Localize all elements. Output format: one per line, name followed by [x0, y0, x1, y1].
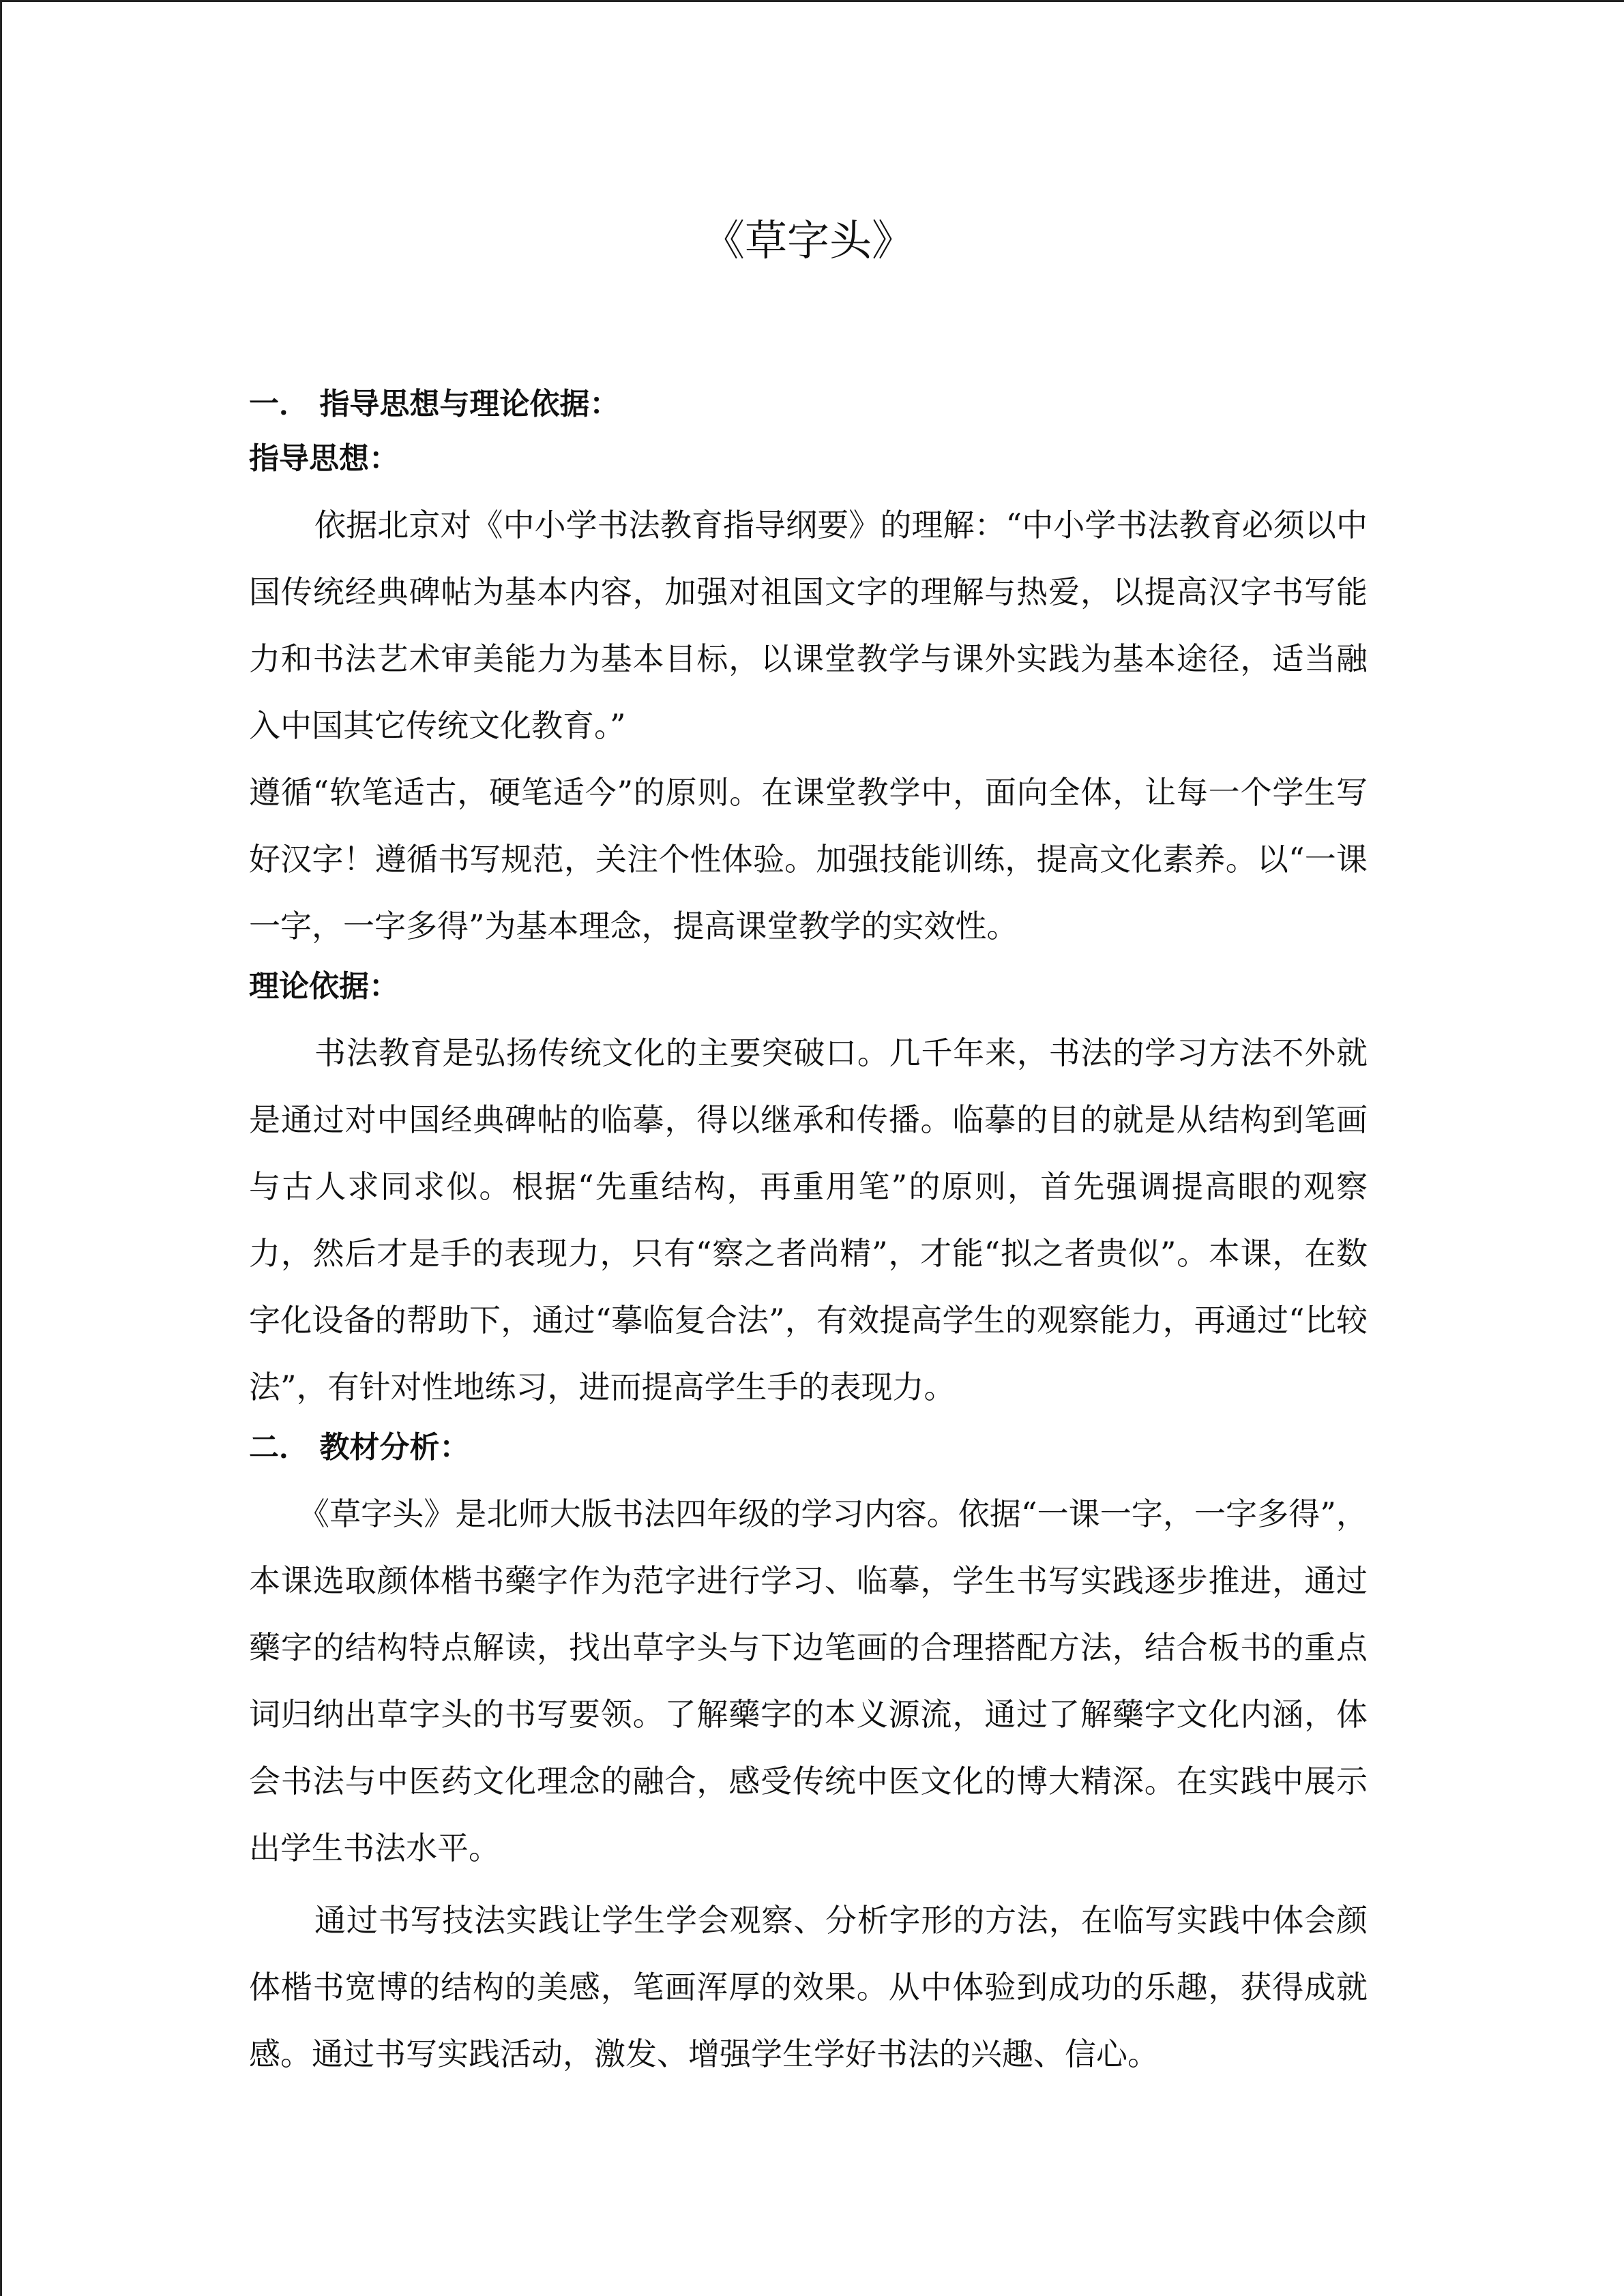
section-heading-guiding-theory: 一． 指导思想与理论依据：	[249, 387, 620, 421]
section-heading-material-analysis: 二． 教材分析：	[249, 1430, 470, 1465]
subheading-theoretical-basis: 理论依据：	[249, 969, 399, 1004]
paragraph-material-analysis-1: 《草字头》是北师大版书法四年级的学习内容。依据“一课一字，一字多得”，本课选取颜体楷书藥字作为范字进行学习、临摹，学生书写实践逐步推进，通过藥字的结构特点解读，找出草字头与下边笔画的合理搭配方法，结合板书的重点词归纳出草字头的书写要领。了解藥字的本义源流，通过了解藥字文化内涵，体会书法与中医药文化理念的融合，感受传统中医文化的博大精深。在实践中展示出学生书法水平。	[249, 1495, 1368, 1866]
paragraph-guiding-thought-2: 遵循“软笔适古，硬笔适今”的原则。在课堂教学中，面向全体，让每一个学生写好汉字！遵循书写规范，关注个性体验。加强技能训练，提高文化素养。以“一课一字，一字多得”为基本理念，提高课堂教学的实效性。	[249, 774, 1368, 944]
paragraph-theoretical-basis: 书法教育是弘扬传统文化的主要突破口。几千年来，书法的学习方法不外就是通过对中国经典碑帖的临摹，得以继承和传播。临摹的目的就是从结构到笔画与古人求同求似。根据“先重结构，再重用笔”的原则，首先强调提高眼的观察力，然后才是手的表现力，只有“察之者尚精”，才能“拟之者贵似”。本课，在数字化设备的帮助下，通过“摹临复合法”，有效提高学生的观察能力，再通过“比较法”，有针对性地练习，进而提高学生手的表现力。	[249, 1034, 1368, 1405]
document-body	[249, 207, 1368, 2087]
paragraph-guiding-thought-1: 依据北京对《中小学书法教育指导纲要》的理解：“中小学书法教育必须以中国传统经典碑帖为基本内容，加强对祖国文字的理解与热爱，以提高汉字书写能力和书法艺术审美能力为基本目标，以课堂教学与课外实践为基本途径，适当融入中国其它传统文化教育。”	[249, 507, 1368, 744]
paragraph-material-analysis-2: 通过书写技法实践让学生学会观察、分析字形的方法，在临写实践中体会颜体楷书宽博的结构的美感，笔画浑厚的效果。从中体验到成功的乐趣，获得成就感。通过书写实践活动，激发、增强学生学好书法的兴趣、信心。	[249, 1902, 1368, 2072]
document-title: 《草字头》	[702, 215, 914, 265]
subheading-guiding-thought: 指导思想：	[249, 441, 399, 476]
